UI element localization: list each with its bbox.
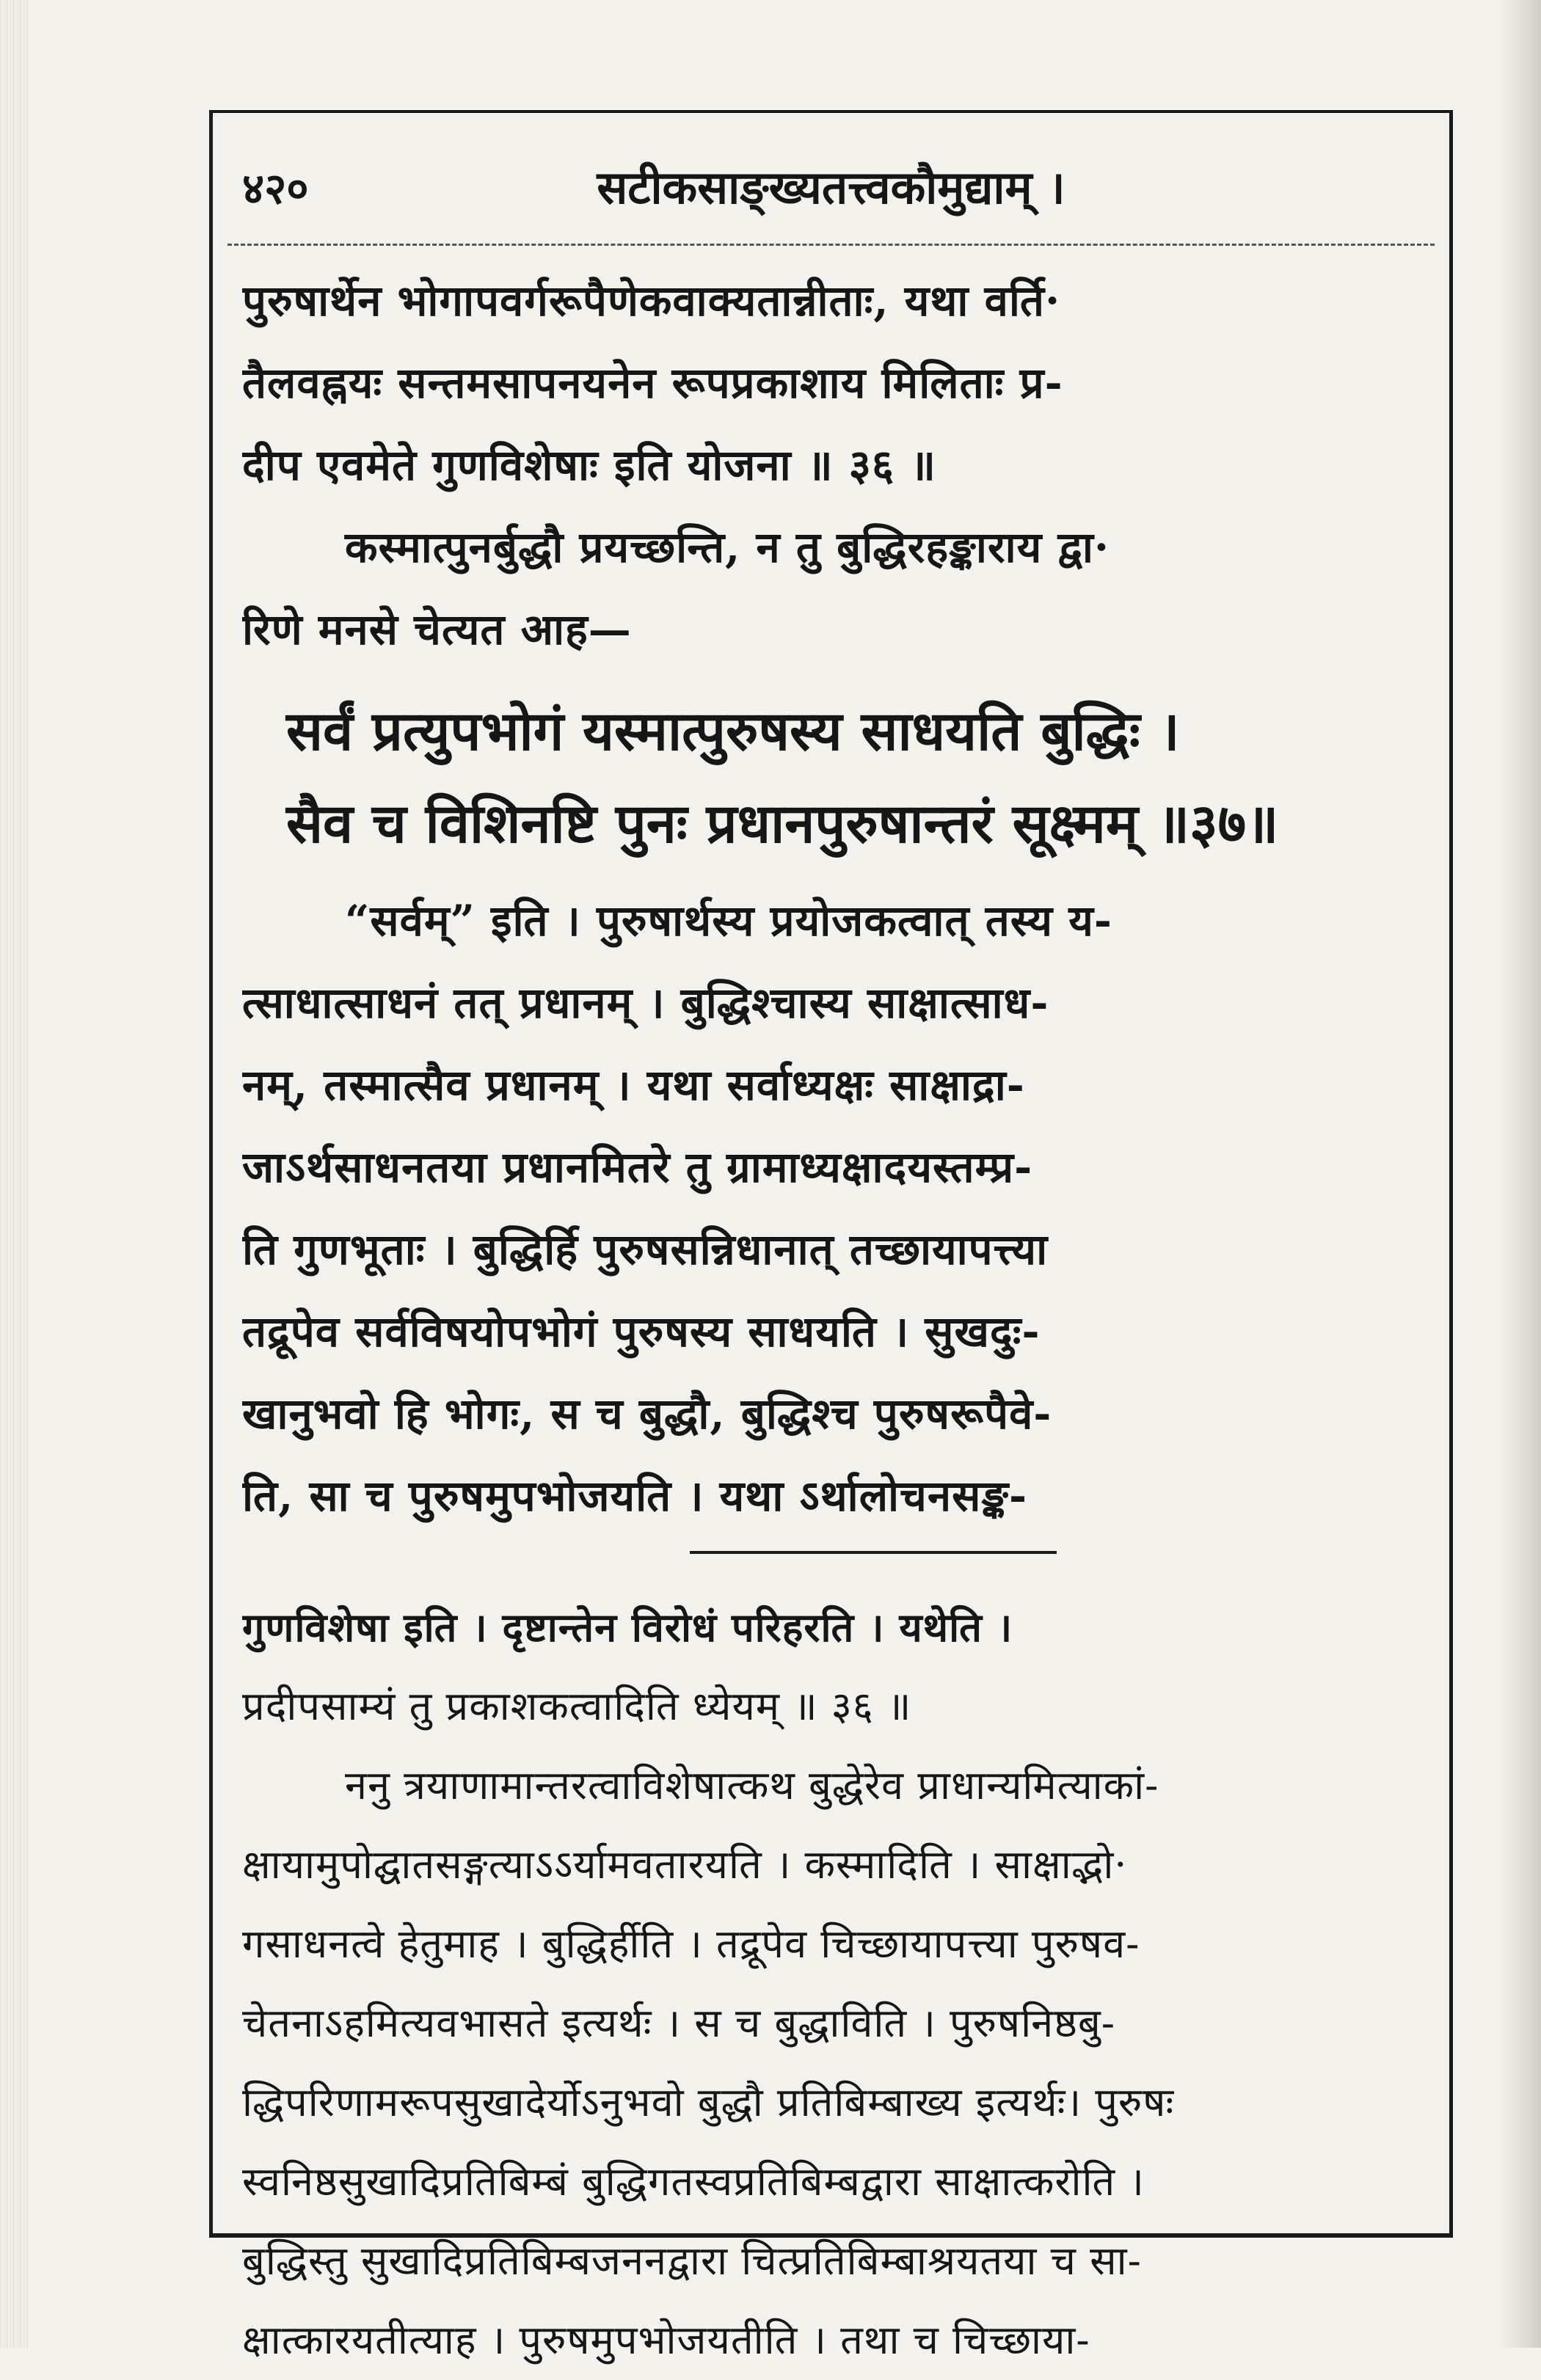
commentary-line: नम्, तस्मात्सैव प्रधानम् । यथा सर्वाध्यक्षः साक्षाद्रा- (242, 1060, 1025, 1110)
header-rule (227, 244, 1435, 246)
footnote-rule (690, 1551, 1057, 1554)
commentary-line: त्साधात्साधनं तत् प्रधानम् । बुद्धिश्चास्य साक्षात्साध- (242, 978, 1049, 1028)
footnote-line: क्षात्कारयतीत्याह । पुरुषमुपभोजयतीति । तथा च चिच्छाया- (242, 2317, 1090, 2363)
scan-binding-edge (0, 0, 29, 2348)
commentary-line: तद्रूपेव सर्वविषयोपभोगं पुरुषस्य साधयति । सुखदुः- (242, 1307, 1041, 1357)
running-head (213, 142, 1449, 230)
footnote-line: गुणविशेषा इति । दृष्टान्तेन विरोधं परिहरति । यथेति । (242, 1604, 1013, 1651)
verse-line: सैव च विशिनष्टि पुनः प्रधानपुरुषान्तरं सूक्ष्मम् ॥३७॥ (286, 792, 1279, 855)
footnote-line: द्धिपरिणामरूपसुखादेर्योऽनुभवो बुद्धौ प्रतिबिम्बाख्य इत्यर्थः। पुरुषः (242, 2079, 1175, 2125)
commentary-line: कस्मात्पुनर्बुद्धौ प्रयच्छन्ति, न तु बुद्धिरहङ्काराय द्वा· (345, 522, 1110, 572)
footnote-line: ननु त्रयाणामान्तरत्वाविशेषात्कथ बुद्धेरेव प्राधान्यमित्याकां- (345, 1762, 1159, 1808)
commentary-line: जाऽर्थसाधनतया प्रधानमितरे तु ग्रामाध्यक्षादयस्तम्प्र- (242, 1142, 1033, 1192)
commentary-top (242, 260, 1420, 671)
footnote-line: क्षायामुपोद्घातसङ्गत्याऽऽर्यामवतारयति । कस्मादिति । साक्षाद्भो· (242, 1841, 1128, 1888)
verse-line: सर्वं प्रत्युपभोगं यस्मात्पुरुषस्य साधयति बुद्धिः । (286, 700, 1180, 763)
printed-page (209, 110, 1453, 2363)
commentary-line: तैलवह्नयः सन्तमसापनयनेन रूपप्रकाशाय मिलिताः प्र- (242, 358, 1063, 408)
footnote-block (242, 1588, 1420, 2380)
scan-right-edge (1497, 0, 1541, 2348)
footnote-line: बुद्धिस्तु सुखादिप्रतिबिम्बजननद्वारा चित्प्रतिबिम्बाश्रयतया च सा- (242, 2238, 1142, 2284)
commentary-line: ति, सा च पुरुषमुपभोजयति । यथा ऽर्थालोचनसङ्क- (242, 1471, 1028, 1521)
commentary-line: “सर्वम्” इति । पुरुषार्थस्य प्रयोजकत्वात् तस्य य- (345, 896, 1112, 946)
commentary-main (242, 880, 1420, 1537)
commentary-line: दीप एवमेते गुणविशेषाः इति योजना ॥ ३६ ॥ (242, 440, 937, 490)
footnote-line: चेतनाऽहमित्यवभासते इत्यर्थः । स च बुद्धाविति । पुरुषनिष्ठबु- (242, 2000, 1115, 2046)
page-number: ४२० (242, 163, 309, 213)
footnote-line: स्वनिष्ठसुखादिप्रतिबिम्बं बुद्धिगतस्वप्रतिबिम्बद्वारा साक्षात्करोति । (242, 2158, 1145, 2205)
header-title: सटीकसाङ्ख्यतत्त्वकौमुद्याम् । (597, 161, 1065, 214)
footnote-line: प्रदीपसाम्यं तु प्रकाशकत्वादिति ध्येयम् ॥ ३६ ॥ (242, 1683, 912, 1729)
commentary-line: ति गुणभूताः । बुद्धिर्हि पुरुषसन्निधानात् तच्छायापत्त्या (242, 1224, 1049, 1274)
commentary-line: खानुभवो हि भोगः, स च बुद्धौ, बुद्धिश्च पुरुषरूपैवे- (242, 1389, 1052, 1439)
commentary-line: रिणे मनसे चेत्यत आह— (242, 605, 632, 654)
footnote-line: गसाधनत्वे हेतुमाह । बुद्धिर्हीति । तद्रूपेव चिच्छायापत्त्या पुरुषव- (242, 1921, 1140, 1967)
karika-verse (242, 685, 1427, 870)
commentary-line: पुरुषार्थेन भोगापवर्गरूपैणेकवाक्यतान्नीताः, यथा वर्ति· (242, 276, 1061, 326)
